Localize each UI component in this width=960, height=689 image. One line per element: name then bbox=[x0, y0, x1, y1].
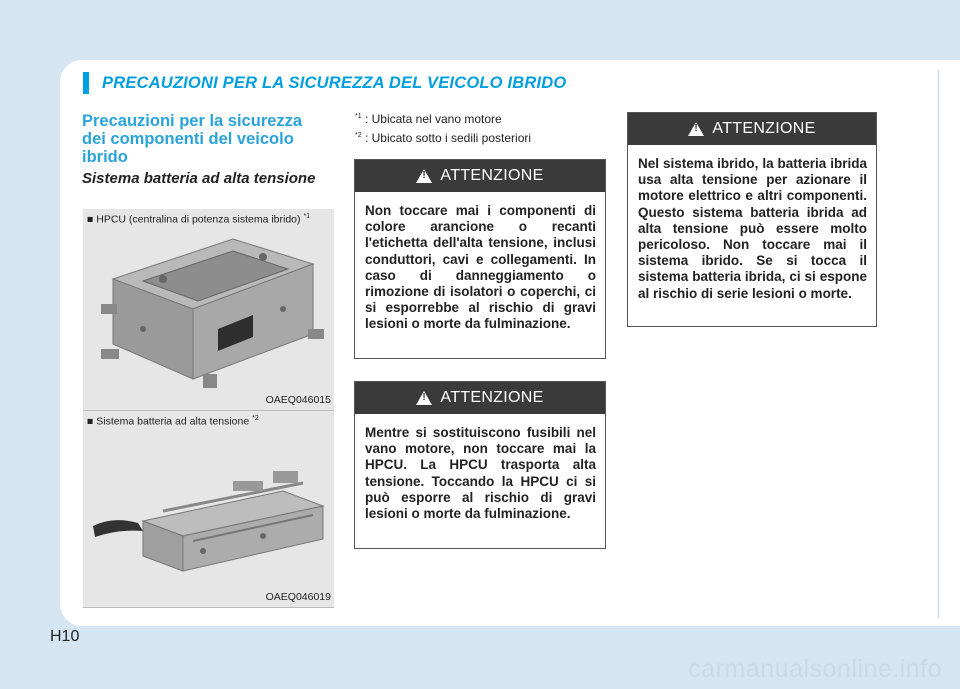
warning-icon bbox=[688, 122, 704, 136]
warning-text: Nel sistema ibrido, la batteria ibrida usa alta tensione per azionare il motore elettrico e altri componenti. Questo sistema batteria ibrida ad alta tensione può essere molto pericoloso. Non toccare mai il sistema ibrido. Se si tocca il sistema batteria ibrida, ci si espone al rischio di serie lesioni o morte. bbox=[638, 156, 867, 301]
header-title: PRECAUZIONI PER LA SICUREZZA DEL VEICOLO IBRIDO bbox=[102, 74, 567, 92]
warning-title: ATTENZIONE bbox=[712, 120, 816, 137]
warning-header bbox=[355, 382, 605, 414]
warning-text: Non toccare mai i componenti di colore arancione o recanti l'etichetta dell'alta tensione, inclusi conduttori, cavi e collegamenti. In caso di danneggiamento o rimozione di isolatori o coperchi, ci si esporrebbe al rischio di gravi lesioni o morte da fulminazione. bbox=[365, 203, 596, 332]
warning-box-1 bbox=[354, 159, 606, 359]
figure-battery bbox=[83, 411, 334, 608]
warning-icon bbox=[416, 391, 432, 405]
warning-header bbox=[628, 113, 876, 145]
figure-hpcu bbox=[83, 209, 334, 411]
warning-box-2 bbox=[354, 381, 606, 549]
battery-illustration bbox=[83, 411, 334, 607]
warning-box-3 bbox=[627, 112, 877, 327]
warning-text: Mentre si sostituiscono fusibili nel vano motore, non toccare mai la HPCU. La HPCU trasporta alta tensione. Toccando la HPCU ci si può esporre al rischio di gravi lesioni o morte da fulminazione. bbox=[365, 425, 596, 522]
figure-hpcu-code: OAEQ046015 bbox=[265, 394, 331, 406]
footnote-1: $^{*1}$ : Ubicata nel vano motore bbox=[355, 112, 502, 126]
warning-title: ATTENZIONE bbox=[440, 167, 544, 184]
watermark: carmanualsonline.info bbox=[688, 655, 942, 683]
figure-battery-code: OAEQ046019 bbox=[265, 591, 331, 603]
section-title: Precauzioni per la sicurezza dei componenti del veicolo ibrido bbox=[82, 112, 303, 166]
header-accent-bar bbox=[83, 72, 89, 94]
figure-hpcu-caption: ■ HPCU (centralina di potenza sistema ibrido) $^{*1}$ bbox=[87, 213, 311, 226]
section-subtitle: Sistema batteria ad alta tensione bbox=[82, 170, 316, 187]
hpcu-illustration bbox=[83, 209, 334, 410]
warning-header bbox=[355, 160, 605, 192]
footnote-2: $^{*2}$ : Ubicato sotto i sedili posteriori bbox=[355, 131, 532, 145]
right-rule bbox=[938, 70, 939, 618]
figure-battery-caption: ■ Sistema batteria ad alta tensione $^{*2}$ bbox=[87, 415, 259, 428]
page-number: H10 bbox=[50, 628, 80, 645]
warning-title: ATTENZIONE bbox=[440, 389, 544, 406]
warning-icon bbox=[416, 169, 432, 183]
